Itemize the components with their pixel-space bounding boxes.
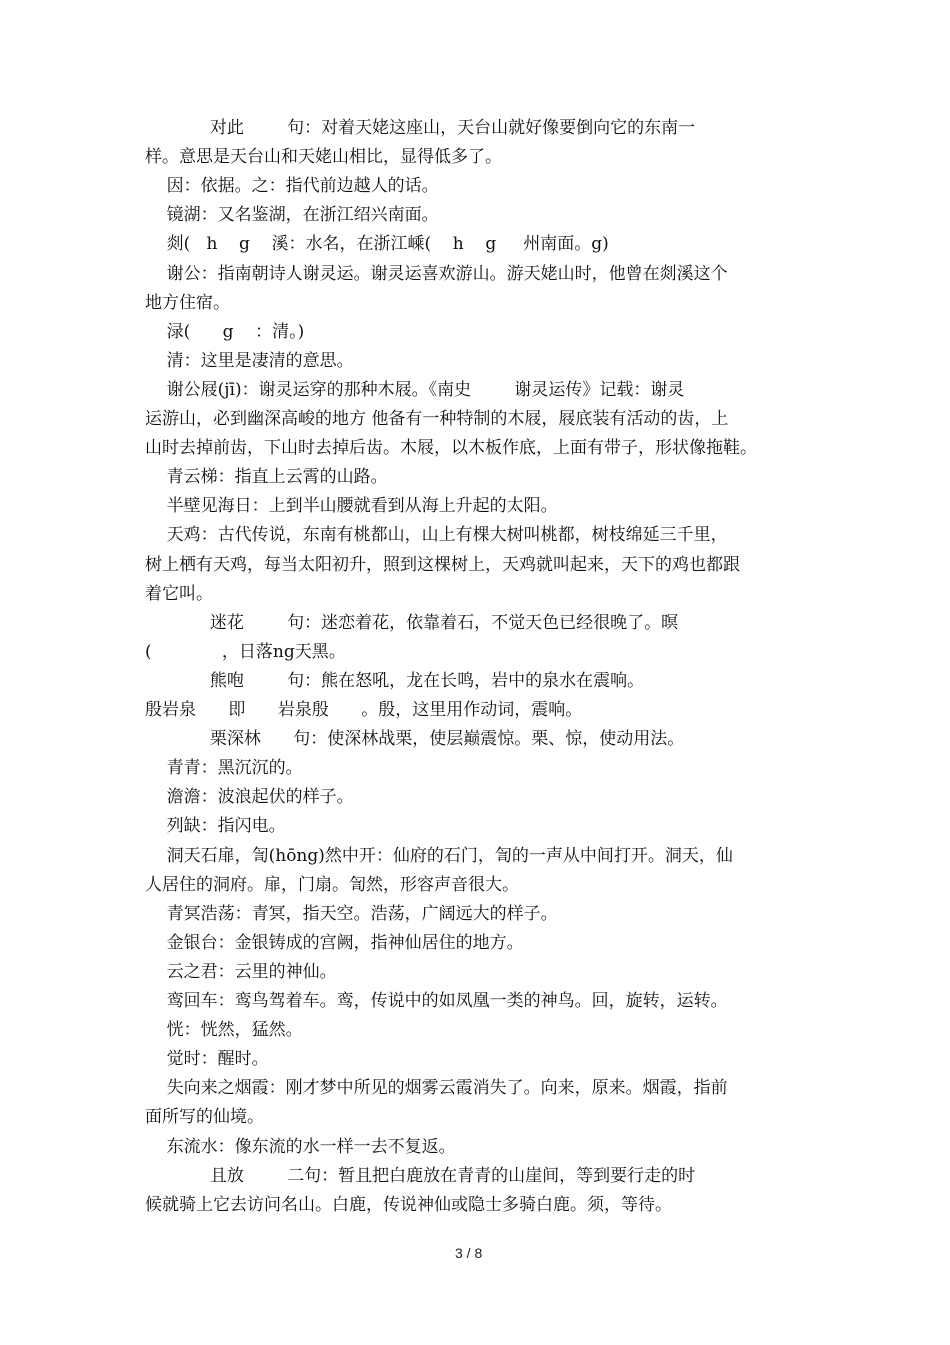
text-line: 着它叫。 <box>145 583 213 604</box>
text-line: 候就骑上它去访问名山。白鹿，传说神仙或隐士多骑白鹿。须，等待。 <box>145 1194 672 1215</box>
text-line: 谢公：指南朝诗人谢灵运。谢灵运喜欢游山。游天姥山时，他曾在剡溪这个 <box>145 263 728 284</box>
text-line: 列缺：指闪电。 <box>145 816 286 837</box>
text-line: 剡( h g 溪：水名，在浙江嵊( h g 州南面。g) <box>145 234 609 255</box>
text-line: 样。意思是天台山和天姥山相比，显得低多了。 <box>145 147 502 168</box>
text-line: 清：这里是凄清的意思。 <box>145 350 354 371</box>
text-line: 东流水：像东流的水一样一去不复返。 <box>145 1136 456 1157</box>
text-line: 栗深林 句：使深林战栗，使层巅震惊。栗、惊，使动用法。 <box>145 729 685 750</box>
text-line: 洞天石扉，訇(hōng)然中开：仙府的石门，訇的一声从中间打开。洞天，仙 <box>145 845 733 866</box>
text-line: 熊咆 句：熊在怒吼，龙在长鸣，岩中的泉水在震响。 <box>145 670 645 691</box>
text-line: 鸾回车：鸾鸟驾着车。鸾，传说中的如凤凰一类的神鸟。回，旋转，运转。 <box>145 991 728 1011</box>
text-line: 青青：黑沉沉的。 <box>145 758 303 779</box>
text-line: 天鸡：古代传说，东南有桃都山，山上有棵大树叫桃都，树枝绵延三千里， <box>145 525 728 546</box>
text-line: 半壁见海日：上到半山腰就看到从海上升起的太阳。 <box>145 496 558 517</box>
page-number: 3 / 8 <box>455 1245 483 1261</box>
text-line: 迷花 句：迷恋着花，依靠着石，不觉天色已经很晚了。暝 <box>145 612 679 633</box>
text-line: 觉时：醒时。 <box>145 1049 269 1070</box>
text-line: 渌( g ：清。) <box>145 321 305 342</box>
text-line: 青云梯：指直上云霄的山路。 <box>145 467 388 488</box>
text-line: 云之君：云里的神仙。 <box>145 961 337 982</box>
text-line: ( ，日落ng天黑。 <box>145 641 346 662</box>
text-line: 殷岩泉 即 岩泉殷 。殷，这里用作动词，震响。 <box>145 700 583 720</box>
text-line: 运游山，必到幽深高峻的地方 他备有一种特制的木屐，屐底装有活动的齿，上 <box>145 409 729 429</box>
text-line: 金银台：金银铸成的宫阙，指神仙居住的地方。 <box>145 932 524 953</box>
text-line: 面所写的仙境。 <box>145 1107 264 1128</box>
text-line: 山时去掉前齿，下山时去掉后齿。木屐，以木板作底，上面有带子，形状像拖鞋。 <box>145 438 757 459</box>
text-line: 地方住宿。 <box>145 292 230 313</box>
text-line: 澹澹：波浪起伏的样子。 <box>145 787 354 808</box>
text-line: 且放 二句：暂且把白鹿放在青青的山崖间，等到要行走的时 <box>145 1165 696 1186</box>
text-line: 青冥浩荡：青冥，指天空。浩荡，广阔远大的样子。 <box>145 903 558 924</box>
text-line: 人居住的洞府。扉，门扇。訇然，形容声音很大。 <box>145 874 519 895</box>
text-line: 失向来之烟霞：刚才梦中所见的烟雾云霞消失了。向来，原来。烟霞，指前 <box>145 1078 728 1099</box>
text-line: 对此 句：对着天姥这座山，天台山就好像要倒向它的东南一 <box>145 118 696 138</box>
text-line: 树上栖有天鸡，每当太阳初升，照到这棵树上，天鸡就叫起来，天下的鸡也都跟 <box>145 554 740 575</box>
text-line: 镜湖：又名鉴湖，在浙江绍兴南面。 <box>145 205 439 226</box>
text-line: 因：依据。之：指代前边越人的话。 <box>145 176 439 197</box>
text-line: 恍：恍然，猛然。 <box>145 1020 303 1041</box>
text-line: 谢公屐(jī)：谢灵运穿的那种木屐。《南史 谢灵运传》记载：谢灵 <box>145 379 685 400</box>
